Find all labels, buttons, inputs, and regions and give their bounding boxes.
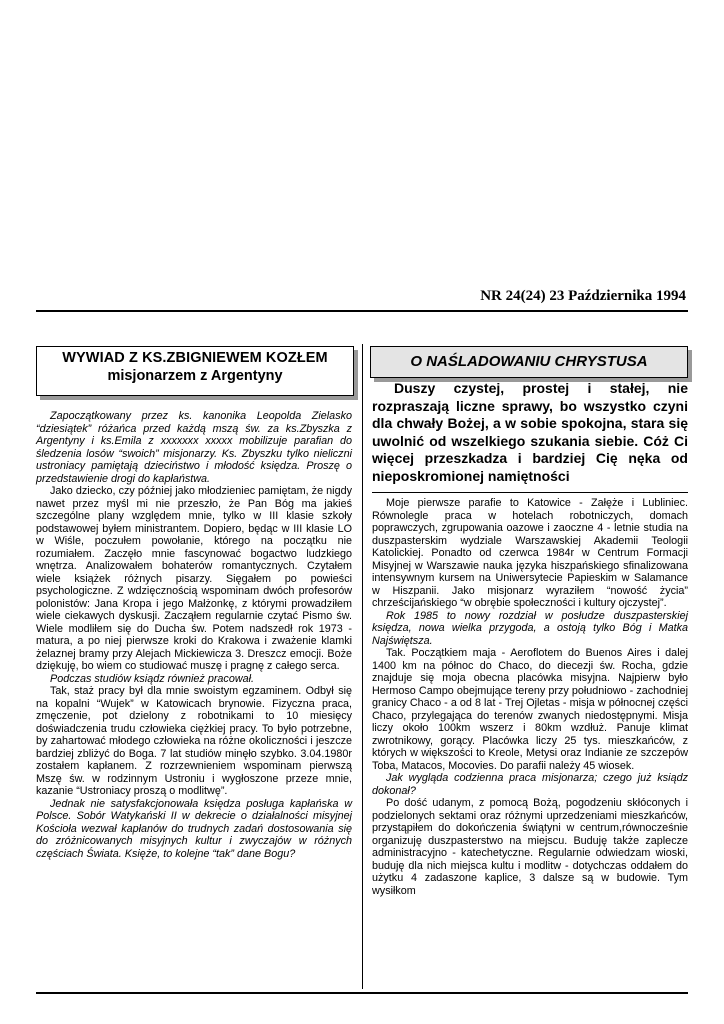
column-divider bbox=[362, 344, 363, 989]
interview-answer: Tak. Początkiem maja - Aeroflotem do Buenos Aires i dalej 1400 km na północ do Chaco, do diecezji św. Rocha, gdzie znajduje się moja obecna placówka misyjna. Najpierw było Hermoso Campo obejmujące tereny przy południowo - zachodniej granicy Chaco - a od 8 lat - Trej Ojletas - misja w północnej części Chaco, przylegająca do terenów zwanych niedostępnymi. Misja liczy około 100km wszerz i 80km wzdłuż. Panuje klimat zwrotnikowy, gorący. Placówka liczy 25 tys. mieszkańców, z których w większości to Kreole, Metysi oraz Indianie ze szczepów Toba, Matacos, Mocovies. Do parafii należy 45 wiosek. bbox=[372, 647, 688, 772]
left-article-title-box bbox=[36, 346, 354, 396]
right-article-title: O NAŚLADOWANIU CHRYSTUSA bbox=[410, 353, 648, 370]
interview-question: Jak wygląda codzienna praca misjonarza; czego już ksiądz dokonał? bbox=[372, 772, 688, 797]
interview-answer: Po dość udanym, z pomocą Bożą, pogodzeniu skłóconych i podzielonych sektami oraz różnymi uprzedzeniami mieszkańców, przystąpiłem do dokończenia świątyni w centrum,równocześnie organizuję duszpasterstwo na miejscu. Buduję także zaplecze administracyjno - katechetyczne. Regularnie odwiedzam wioski, buduję dla nich miejsca kultu i modlitw - dotychczas oddałem do użytku 4 zadaszone kaplice, 3 dalsze są w budowie. Tym wysiłkom bbox=[372, 797, 688, 897]
issue-header: NR 24(24) 23 Października 1994 bbox=[480, 288, 686, 304]
left-column bbox=[36, 410, 352, 860]
left-article-subtitle: misjonarzem z Argentyny bbox=[107, 368, 283, 384]
left-article-title: WYWIAD Z KS.ZBIGNIEWEM KOZŁEM bbox=[62, 350, 328, 366]
interview-answer: Tak, staż pracy był dla mnie swoistym egzaminem. Odbył się na kopalni “Wujek” w Katowicach brynowie. Fizyczna praca, zmęczenie, pot dzielony z robotnikami to 10 miesięcy doświadczenia trudu człowieka ciężkiej pracy. To było potrzebne, by zahartować młodego człowieka na różne okoliczności i jeszcze bardziej zbliżyć do Boga. 7 lat studiów minęło szybko. 3.04.1980r zostałem kapłanem. Z rozrzewnieniem wspominam pierwszą Mszę św. w rodzinnym Ustroniu i wygłoszone przeze mnie, kazanie “Ustroniacy proszą o modlitwę”. bbox=[36, 685, 352, 797]
interview-question: Podczas studiów ksiądz również pracował. bbox=[50, 672, 255, 685]
interview-answer: Moje pierwsze parafie to Katowice - Załęże i Lubliniec. Równolegle praca w hotelach robotniczych, domach poprawczych, zgrupowania oazowe i zaoczne 4 - letnie studia na duszpasterskim wydziale Warszawskiej Akademii Teologii Katolickiej. Ponadto od czerwca 1984r w Centrum Formacji Misyjnej w Warszawie nauka języka hiszpańskiego sfinalizowana intensywnym kursem na Uniwersytecie Papieskim w Salamance w Hiszpanii. Jako misjonarz wyraziłem “nowość życia” chrześcijańskiego “w obrębie społeczności i kultury ojczystej”. bbox=[372, 497, 688, 609]
imitation-quote: Duszy czystej, prostej i stałej, nie rozpraszają liczne sprawy, bo wszystko czyni dla chwały Bożej, a w sobie spokojna, stara się uwolnić od wszelkiego szukania siebie. Cóż Ci więcej przeszkadza i bardziej Cię nęka od nieposkromionej namiętności bbox=[372, 380, 688, 493]
interview-question: Rok 1985 to nowy rozdział w posłudze duszpasterskiej księdza, nowa wielka przygoda, a ostoją tylko Bóg i Matka Najświętsza. bbox=[372, 609, 688, 647]
bottom-rule bbox=[36, 992, 688, 994]
top-rule bbox=[36, 310, 688, 312]
interview-question: Jednak nie satysfakcjonowała księdza posługa kapłańska w Polsce. Sobór Watykański II w dekrecie o działalności misyjnej Kościoła wezwał kapłanów do trudnych zadań dostosowania się do zróżnicowanych misyjnych kultur i zwyczajów w różnych częściach Świata. Księże, to kolejne “tak” dane Bogu? bbox=[36, 797, 352, 860]
interview-question: Zapoczątkowany przez ks. kanonika Leopolda Zielasko “dziesiątek” różańca przed każdą mszą św. za ks.Zbyszka z Argentyny i ks.Emila z xxxxxxx xxxxx mobilizuje parafian do śledzenia losów “swoich” misjonarzy. Ks. Zbyszku tylko nieliczni ustroniacy pamiętają dzieciństwo i młodość księdza. Proszę o przedstawienie drogi do kapłaństwa. bbox=[36, 410, 352, 485]
interview-answer: Jako dziecko, czy później jako młodzieniec pamiętam, że nigdy nawet przez myśl mi nie przeszło, że Pan Bóg ma jakieś szczególne plany względem mnie, tylko w III klasie szkoły podstawowej byłem ministrantem. Dopiero, będąc w III klasie LO w Wiśle, poczułem powołanie, którego na początku nie rozumiałem. Zaczęło mnie fascynować bogactwo ludzkiego wnętrza. Analizowałem bohaterów romantycznych. Czytałem wiele książek różnych pisarzy. Sięgałem po powieści psychologiczne. Z wdzięcznością wspominam dwóch profesorów polonistów: Jana Kropa i jego Małżonkę, z którymi prowadziłem wiele ciekawych dyskusji. Zacząłem regularnie czytać Pismo św. Wiele modliłem się do Ducha św. Potem nadszedł rok 1973 - matura, a po niej pierwsze kroki do Krakowa i zważenie klamki żelaznej bramy przy Alejach Mickiewicza 3. Dreszcz emocji. Boże dziękuję, bo wiem co studiować muszę i pragnę z całego serca. bbox=[36, 485, 352, 672]
right-article-title-box bbox=[370, 346, 688, 378]
right-column bbox=[372, 497, 688, 897]
